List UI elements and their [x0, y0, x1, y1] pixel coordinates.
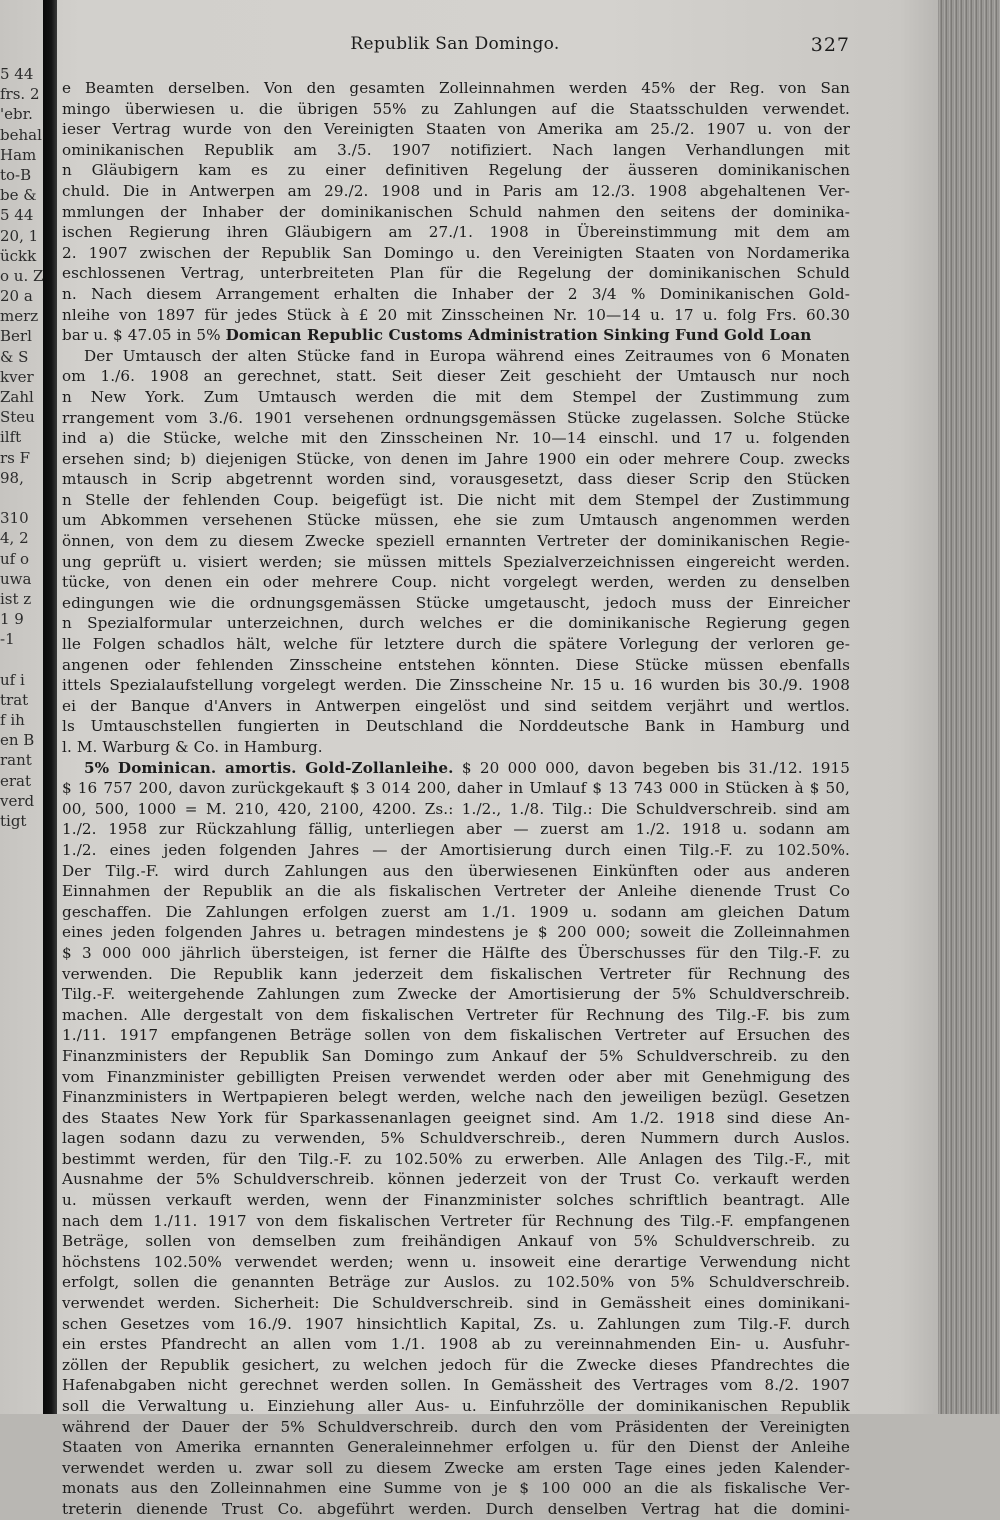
text-line: Beträge, sollen von demselben zum freihändigen Ankauf von 5% Schuldverschreib. zu [62, 1232, 850, 1251]
text-line: geschaffen. Die Zahlungen erfolgen zuerst am 1./1. 1909 u. sodann am gleichen Datum [62, 902, 850, 921]
previous-page-line: Steu [0, 408, 35, 427]
text-line: ung geprüft u. visiert werden; sie müssen mittels Spezialverzeichnissen eingereicht werden. [62, 552, 850, 571]
text-line: monats aus den Zolleinnahmen eine Summe von je $ 100 000 an die als fiskalische Ver- [62, 1479, 850, 1498]
text-line: ieser Vertrag wurde von den Vereinigten Staaten von Amerika am 25./2. 1907 u. von der [62, 120, 850, 139]
text-line: lagen sodann dazu zu verwenden, 5% Schuldverschreib., deren Nummern durch Auslos. [62, 1129, 850, 1148]
previous-page-line: uwa [0, 569, 32, 588]
previous-page-line: 1 9 [0, 610, 24, 629]
text-line: zöllen der Republik gesichert, zu welchen jedoch für die Zwecke dieses Pfandrechtes die [62, 1355, 850, 1374]
text-line: eschlossenen Vertrag, unterbreiteten Plan für die Regelung der dominikanischen Schuld [62, 264, 850, 283]
text-line: verwendet werden u. zwar soll zu diesem Zwecke am ersten Tage eines jeden Kalender- [62, 1458, 850, 1477]
text-line: u. müssen verkauft werden, wenn der Finanzminister solches schriftlich beantragt. Alle [62, 1191, 850, 1210]
previous-page-line: ist z [0, 589, 32, 608]
previous-page-line [0, 649, 42, 669]
previous-page-line: trat [0, 690, 29, 709]
text-line: $ 16 757 200, davon zurückgekauft $ 3 014 200, daher in Umlauf $ 13 743 000 in Stücken à $ 50, [62, 779, 850, 798]
previous-page-line: uf o [0, 549, 30, 568]
text-line: 5% Dominican. amortis. Gold-Zollanleihe. $ 20 000 000, davon begeben bis 31./12. 1915 [84, 758, 850, 777]
text-line: 00, 500, 1000 = M. 210, 420, 2100, 4200. Zs.: 1./2., 1./8. Tilg.: Die Schuldverschreib. sind am [62, 799, 850, 818]
previous-page-line: 4, 2 [0, 529, 29, 548]
text-line: Hafenabgaben nicht gerechnet werden sollen. In Gemässheit des Vertrages vom 8./2. 1907 [62, 1376, 850, 1395]
page-body-text [62, 78, 850, 1520]
text-line: e Beamten derselben. Von den gesamten Zolleinnahmen werden 45% der Reg. von San [62, 79, 850, 97]
text-line: nleihe von 1897 für jedes Stück à £ 20 mit Zinsscheinen Nr. 10—14 u. 17 u. folg Frs. 60.30 [62, 305, 850, 324]
previous-page-line: uf i [0, 670, 25, 689]
text-line: bar u. $ 47.05 in 5% Domican Republic Customs Administration Sinking Fund Gold Loan [62, 326, 812, 345]
text-line: Staaten von Amerika ernannten Generaleinnehmer erfolgen u. für den Dienst der Anleihe [62, 1438, 850, 1457]
text-line: Der Tilg.-F. wird durch Zahlungen aus den überwiesenen Einkünften oder aus anderen [62, 861, 850, 880]
text-line: ischen Regierung ihren Gläubigern am 27./1. 1908 in Übereinstimmung mit dem am [62, 223, 850, 242]
page-header [60, 34, 850, 56]
text-line: ei der Banque d'Anvers in Antwerpen eingelöst und sind seitdem verjährt und wertlos. [62, 696, 850, 715]
text-line: mmlungen der Inhaber der dominikanischen Schuld nahmen den seitens der dominika- [62, 202, 850, 221]
previous-page-line: be & [0, 186, 37, 205]
text-line: chuld. Die in Antwerpen am 29./2. 1908 und in Paris am 12./3. 1908 abgehaltenen Ver- [62, 181, 850, 200]
previous-page-line: o u. Z [0, 266, 44, 285]
previous-page-line: merz [0, 307, 39, 326]
bold-heading: Domican Republic Customs Administration Sinking Fund Gold Loan [225, 326, 812, 345]
previous-page-line: tigt [0, 811, 27, 830]
text-line: rrangement vom 3./6. 1901 versehenen ordnungsgemässen Stücke zugelassen. Solche Stücke [62, 408, 850, 427]
previous-page-line: & S [0, 347, 29, 366]
text-line: Finanzministers der Republik San Domingo zum Ankauf der 5% Schuldverschreib. zu den [62, 1046, 850, 1065]
text-line: om 1./6. 1908 an gerechnet, statt. Seit dieser Zeit geschieht der Umtausch nur noch [62, 367, 850, 386]
text-line: ein erstes Pfandrecht an allen vom 1./1. 1908 ab zu vereinnahmenden Ein- u. Ausfuhr- [62, 1335, 850, 1354]
text-line: vom Finanzminister gebilligten Preisen verwendet werden oder aber mit Genehmigung des [62, 1067, 850, 1086]
running-head: Republik San Domingo. [350, 34, 560, 54]
previous-page-line: frs. 2 [0, 85, 40, 104]
page-stack-edge [938, 0, 1000, 1414]
previous-page-line: to-B [0, 165, 32, 184]
text-line: $ 3 000 000 jährlich übersteigen, ist ferner die Hälfte des Überschusses für den Tilg.-F. zu [62, 943, 850, 962]
previous-page-line: -1 [0, 630, 15, 649]
text-line: Finanzministers in Wertpapieren belegt werden, welche nach den jeweiligen bezügl. Gesetzen [62, 1088, 850, 1107]
text-line: edingungen wie die ordnungsgemässen Stücke umgetauscht, jedoch muss der Einreicher [62, 593, 850, 612]
text-line: ominikanischen Republik am 3./5. 1907 notifiziert. Nach langen Verhandlungen mit [62, 140, 850, 159]
previous-page-line: rs F [0, 448, 31, 467]
text-line: tücke, von denen ein oder mehrere Coup. nicht vorgelegt werden, werden zu denselben [62, 573, 850, 592]
text-line: 1./2. eines jeden folgenden Jahres — der Amortisierung durch einen Tilg.-F. zu 102.50%. [62, 840, 850, 859]
text-line: verwendet werden. Sicherheit: Die Schuldverschreib. sind in Gemässheit eines dominikani- [62, 1294, 850, 1313]
previous-page-fragment [0, 64, 42, 1414]
text-line: n Stelle der fehlenden Coup. beigefügt ist. Die nicht mit dem Stempel der Zustimmung [62, 490, 850, 509]
text-line: ls Umtauschstellen fungierten in Deutschland die Norddeutsche Bank in Hamburg und [62, 717, 850, 736]
text-line: Einnahmen der Republik an die als fiskalischen Vertreter der Anleihe dienende Trust Co [62, 882, 850, 901]
previous-page-line: en B [0, 731, 35, 750]
text-line: angenen oder fehlenden Zinsscheine entstehen könnten. Diese Stücke müssen ebenfalls [62, 655, 850, 674]
text-line: ersehen sind; b) diejenigen Stücke, von denen im Jahre 1900 ein oder mehrere Coup. zwecks [62, 449, 850, 468]
text-line: ind a) die Stücke, welche mit den Zinsscheinen Nr. 10—14 einschl. und 17 u. folgenden [62, 429, 850, 448]
text-line: ittels Spezialaufstellung vorgelegt werden. Die Zinsscheine Nr. 15 u. 16 wurden bis 30./9. 1908 [62, 676, 850, 695]
previous-page-line [0, 488, 42, 508]
text-line: eines jeden folgenden Jahres u. betragen mindestens je $ 200 000; soweit die Zolleinnahmen [62, 923, 850, 942]
previous-page-line: ückk [0, 246, 37, 265]
previous-page-line: behal [0, 125, 42, 144]
previous-page-line: Berl [0, 327, 32, 346]
text-line: 1./11. 1917 empfangenen Beträge sollen von dem fiskalischen Vertreter auf Ersuchen des [62, 1026, 850, 1045]
previous-page-line: Zahl [0, 388, 34, 406]
text-line: machen. Alle dergestalt von dem fiskalischen Vertreter für Rechnung des Tilg.-F. bis zum [62, 1005, 850, 1024]
text-line: n. Nach diesem Arrangement erhalten die Inhaber der 2 3/4 % Dominikanischen Gold- [62, 284, 850, 303]
previous-page-line: ilft [0, 428, 22, 447]
page-number: 327 [810, 34, 850, 56]
text-line: önnen, von dem zu diesem Zwecke speziell ernannten Vertreter der dominikanischen Regie- [62, 532, 850, 551]
text-line: Der Umtausch der alten Stücke fand in Europa während eines Zeitraumes von 6 Monaten [84, 346, 850, 365]
previous-page-line: 5 44 [0, 206, 34, 225]
text-line: schen Gesetzes vom 16./9. 1907 hinsichtlich Kapital, Zs. u. Zahlungen zum Tilg.-F. durch [62, 1314, 850, 1333]
previous-page-line: 'ebr. [0, 105, 33, 124]
text-line: 2. 1907 zwischen der Republik San Domingo u. den Vereinigten Staaten von Nordamerika [62, 243, 850, 262]
previous-page-line: 20 a [0, 287, 33, 306]
text-line: Ausnahme der 5% Schuldverschreib. können jederzeit von der Trust Co. verkauft werden [62, 1170, 850, 1189]
text-line: nach dem 1./11. 1917 von dem fiskalischen Vertreter für Rechnung des Tilg.-F. empfangenen [62, 1211, 850, 1230]
text-line: mtausch in Scrip abgetrennt worden sind, vorausgesetzt, dass dieser Scrip den Stücken [62, 470, 850, 489]
text-line: l. M. Warburg & Co. in Hamburg. [62, 738, 323, 756]
previous-page-line: rant [0, 751, 32, 770]
previous-page-line: 310 [0, 509, 29, 528]
text-line: während der Dauer der 5% Schuldverschreib. durch den vom Präsidenten der Vereinigten [62, 1417, 850, 1436]
text-line: um Abkommen versehenen Stücke müssen, ehe sie zum Umtausch angenommen werden [62, 511, 850, 530]
previous-page-line: 20, 1 [0, 226, 39, 245]
text-line: n Gläubigern kam es zu einer definitiven Regelung der äusseren dominikanischen [62, 161, 850, 180]
text-line: höchstens 102.50% verwendet werden; wenn u. insoweit eine derartige Verwendung nicht [62, 1252, 850, 1271]
previous-page-line: 5 44 [0, 65, 34, 83]
text-line: soll die Verwaltung u. Einziehung aller Aus- u. Einfuhrzölle der dominikanischen Republik [62, 1397, 850, 1415]
text-line: n Spezialformular unterzeichnen, durch welches er die dominikanische Regierung gegen [62, 614, 850, 633]
binding-shadow [43, 0, 57, 1414]
previous-page-line: f ih [0, 711, 25, 729]
text-line: verwenden. Die Republik kann jederzeit dem fiskalischen Vertreter für Rechnung des [62, 964, 850, 983]
text-line: bestimmt werden, für den Tilg.-F. zu 102.50% zu erwerben. Alle Anlagen des Tilg.-F., mit [62, 1149, 850, 1168]
text-line: 1./2. 1958 zur Rückzahlung fällig, unterliegen aber — zuerst am 1./2. 1918 u. sodann am [62, 820, 850, 839]
text-line: treterin dienende Trust Co. abgeführt werden. Durch denselben Vertrag hat die domini- [62, 1499, 850, 1518]
previous-page-line: verd [0, 791, 35, 810]
previous-page-line: Ham [0, 145, 37, 164]
text-line: erfolgt, sollen die genannten Beträge zur Auslos. zu 102.50% von 5% Schuldverschreib. [62, 1273, 850, 1292]
text-line: mingo überwiesen u. die übrigen 55% zu Zahlungen auf die Staatsschulden verwendet. [62, 99, 850, 118]
text-line: n New York. Zum Umtausch werden die mit dem Stempel der Zustimmung zum [62, 387, 850, 406]
previous-page-line: 98, [0, 468, 24, 487]
text-line: lle Folgen schadlos hält, welche für letztere durch die spätere Vorlegung der verloren ge- [62, 635, 850, 654]
text-line: Tilg.-F. weitergehende Zahlungen zum Zwecke der Amortisierung der 5% Schuldverschreib. [62, 985, 850, 1004]
bold-heading: 5% Dominican. amortis. Gold-Zollanleihe. [84, 758, 454, 777]
text-line: des Staates New York für Sparkassenanlagen geeignet sind. Am 1./2. 1918 sind diese An- [62, 1108, 850, 1127]
previous-page-line: kver [0, 367, 34, 386]
previous-page-line: erat [0, 771, 32, 790]
